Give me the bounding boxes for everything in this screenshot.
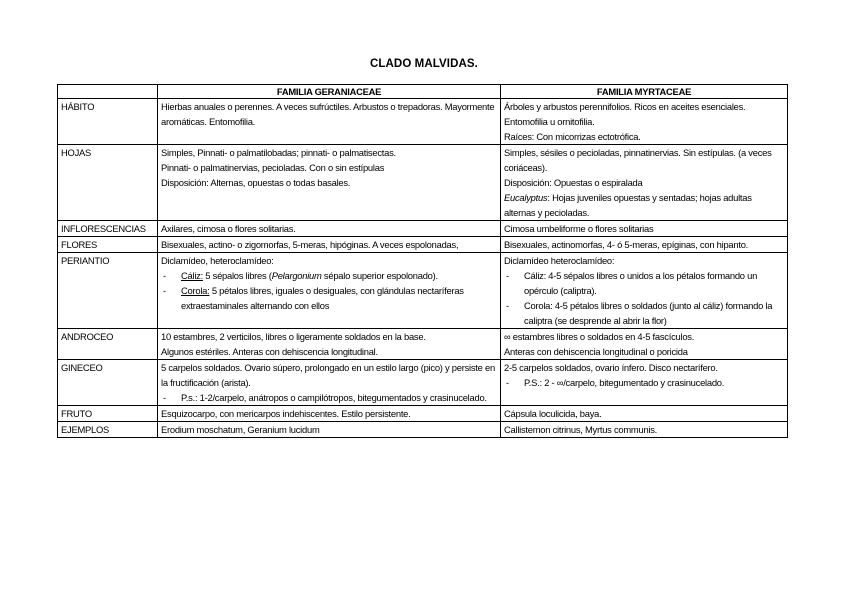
comparison-table	[57, 84, 788, 438]
cell-fruto-myrtaceae: Cápsula loculicida, baya.	[501, 406, 788, 422]
text-line: Diclamídeo, heteroclamídeo:	[161, 255, 274, 266]
list-item: - Cáliz: 4-5 sépalos libres o unidos a los pétalos formando un opérculo (caliptra).	[504, 268, 784, 298]
row-fruto	[58, 406, 788, 422]
row-gineceo	[58, 360, 788, 406]
text-line: Algunos estériles. Anteras con dehiscencia longitudinal.	[161, 346, 378, 357]
text-line: Árboles y arbustos perennifolios. Ricos en aceites esenciales. Entomofilia u ornitofilia.	[504, 101, 746, 127]
text-line: Raíces: Con micorrizas ectotrófica.	[504, 131, 641, 142]
cell-ejemplos-myrtaceae: Callistemon citrinus, Myrtus communis.	[501, 422, 788, 438]
row-label-periantio: PERIANTIO	[58, 253, 158, 329]
cell-ejemplos-geraniaceae: Erodium moschatum, Geranium lucidum	[158, 422, 501, 438]
text-line: Diclamídeo heteroclamídeo:	[504, 255, 615, 266]
header-geraniaceae: FAMILIA GERANIACEAE	[158, 85, 501, 99]
row-label-ejemplos: EJEMPLOS	[58, 422, 158, 438]
list-item: - P.s.: 1-2/carpelo, anátropos o campilótropos, bitegumentados y crasinucelado.	[161, 390, 497, 405]
row-label-gineceo: GINECEO	[58, 360, 158, 406]
cell-androceo-myrtaceae	[501, 329, 788, 360]
cell-habito-geraniaceae	[158, 99, 501, 145]
underlined-term: Corola:	[181, 285, 210, 296]
text-fragment: : Hojas juveniles opuestas y sentadas; hojas adultas alternas y pecioladas.	[504, 192, 752, 218]
row-androceo	[58, 329, 788, 360]
header-myrtaceae: FAMILIA MYRTACEAE	[501, 85, 788, 99]
document-title: CLADO MALVIDAS.	[370, 58, 478, 70]
text-line: Anteras con dehiscencia longitudinal o poricida	[504, 346, 688, 357]
row-periantio	[58, 253, 788, 329]
underlined-term: Cáliz:	[181, 270, 203, 281]
text-line: Disposición: Alternas, opuestas o todas basales.	[161, 177, 351, 188]
bullet-list	[504, 268, 784, 328]
list-item: - P.S.: 2 - ∞/carpelo, bitegumentado y crasinucelado.	[504, 375, 784, 390]
row-label-habito: HÁBITO	[58, 99, 158, 145]
list-item	[161, 268, 497, 283]
text-fragment: 5 sépalos libres (	[202, 270, 272, 281]
list-item	[161, 283, 497, 313]
cell-fruto-geraniaceae: Esquizocarpo, con mericarpos indehiscentes. Estilo persistente.	[158, 406, 501, 422]
row-flores	[58, 237, 788, 253]
cell-periantio-geraniaceae	[158, 253, 501, 329]
row-habito	[58, 99, 788, 145]
text-line: Disposición: Opuestas o espiralada	[504, 177, 643, 188]
bullet-list	[161, 268, 497, 313]
cell-gineceo-myrtaceae	[501, 360, 788, 406]
list-item: - Corola: 4-5 pétalos libres o soldados (junto al cáliz) formando la caliptra (se desprende al abrir la flor)	[504, 298, 784, 328]
cell-inflorescencias-myrtaceae: Cimosa umbeliforme o flores solitarias	[501, 221, 788, 237]
text-fragment: sépalo superior espolonado).	[321, 270, 438, 281]
row-inflorescencias	[58, 221, 788, 237]
genus-name: Eucalyptus	[504, 192, 548, 203]
bullet-list	[504, 375, 784, 390]
text-line: Simples, Pinnati- o palmatilobadas; pinnati- o palmatisectas.	[161, 147, 396, 158]
cell-inflorescencias-geraniaceae: Axilares, cimosa o flores solitarias.	[158, 221, 501, 237]
cell-androceo-geraniaceae	[158, 329, 501, 360]
cell-periantio-myrtaceae	[501, 253, 788, 329]
text-line: 10 estambres, 2 verticilos, libres o ligeramente soldados en la base.	[161, 331, 426, 342]
row-label-flores: FLORES	[58, 237, 158, 253]
cell-gineceo-geraniaceae	[158, 360, 501, 406]
row-label-hojas: HOJAS	[58, 145, 158, 221]
text-line: ∞ estambres libres o soldados en 4-5 fascículos.	[504, 331, 695, 342]
text-line: Hierbas anuales o perennes. A veces sufrúctiles. Arbustos o trepadoras. Mayormente aromáticas. Entomofilia.	[161, 101, 495, 127]
text-line	[504, 190, 784, 220]
cell-flores-myrtaceae: Bisexuales, actinomorfas, 4- ó 5-meras, epíginas, con hipanto.	[501, 237, 788, 253]
header-row	[58, 85, 788, 99]
cell-hojas-geraniaceae	[158, 145, 501, 221]
genus-name: Pelargonium	[271, 270, 322, 281]
text-line: 5 carpelos soldados. Ovario súpero, prolongado en un estilo largo (pico) y persiste en la fructificación (arista).	[161, 362, 495, 388]
row-hojas	[58, 145, 788, 221]
row-ejemplos	[58, 422, 788, 438]
text-line: Simples, sésiles o pecioladas, pinnatinervias. Sin estípulas. (a veces coriáceas).	[504, 147, 772, 173]
bullet-list	[161, 390, 497, 405]
text-fragment: 5 pétalos libres, iguales o desiguales, con glándulas nectaríferas extraestaminales alternando con ellos	[181, 285, 464, 311]
text-line: Pinnati- o palmatinervias, pecioladas. Con o sin estípulas	[161, 162, 385, 173]
header-empty-cell	[58, 85, 158, 99]
text-line: 2-5 carpelos soldados, ovario ínfero. Disco nectarífero.	[504, 362, 718, 373]
row-label-inflorescencias: INFLORESCENCIAS	[58, 221, 158, 237]
cell-flores-geraniaceae: Bisexuales, actino- o zigomorfas, 5-meras, hipóginas. A veces espolonadas,	[158, 237, 501, 253]
cell-hojas-myrtaceae	[501, 145, 788, 221]
cell-habito-myrtaceae	[501, 99, 788, 145]
row-label-androceo: ANDROCEO	[58, 329, 158, 360]
row-label-fruto: FRUTO	[58, 406, 158, 422]
